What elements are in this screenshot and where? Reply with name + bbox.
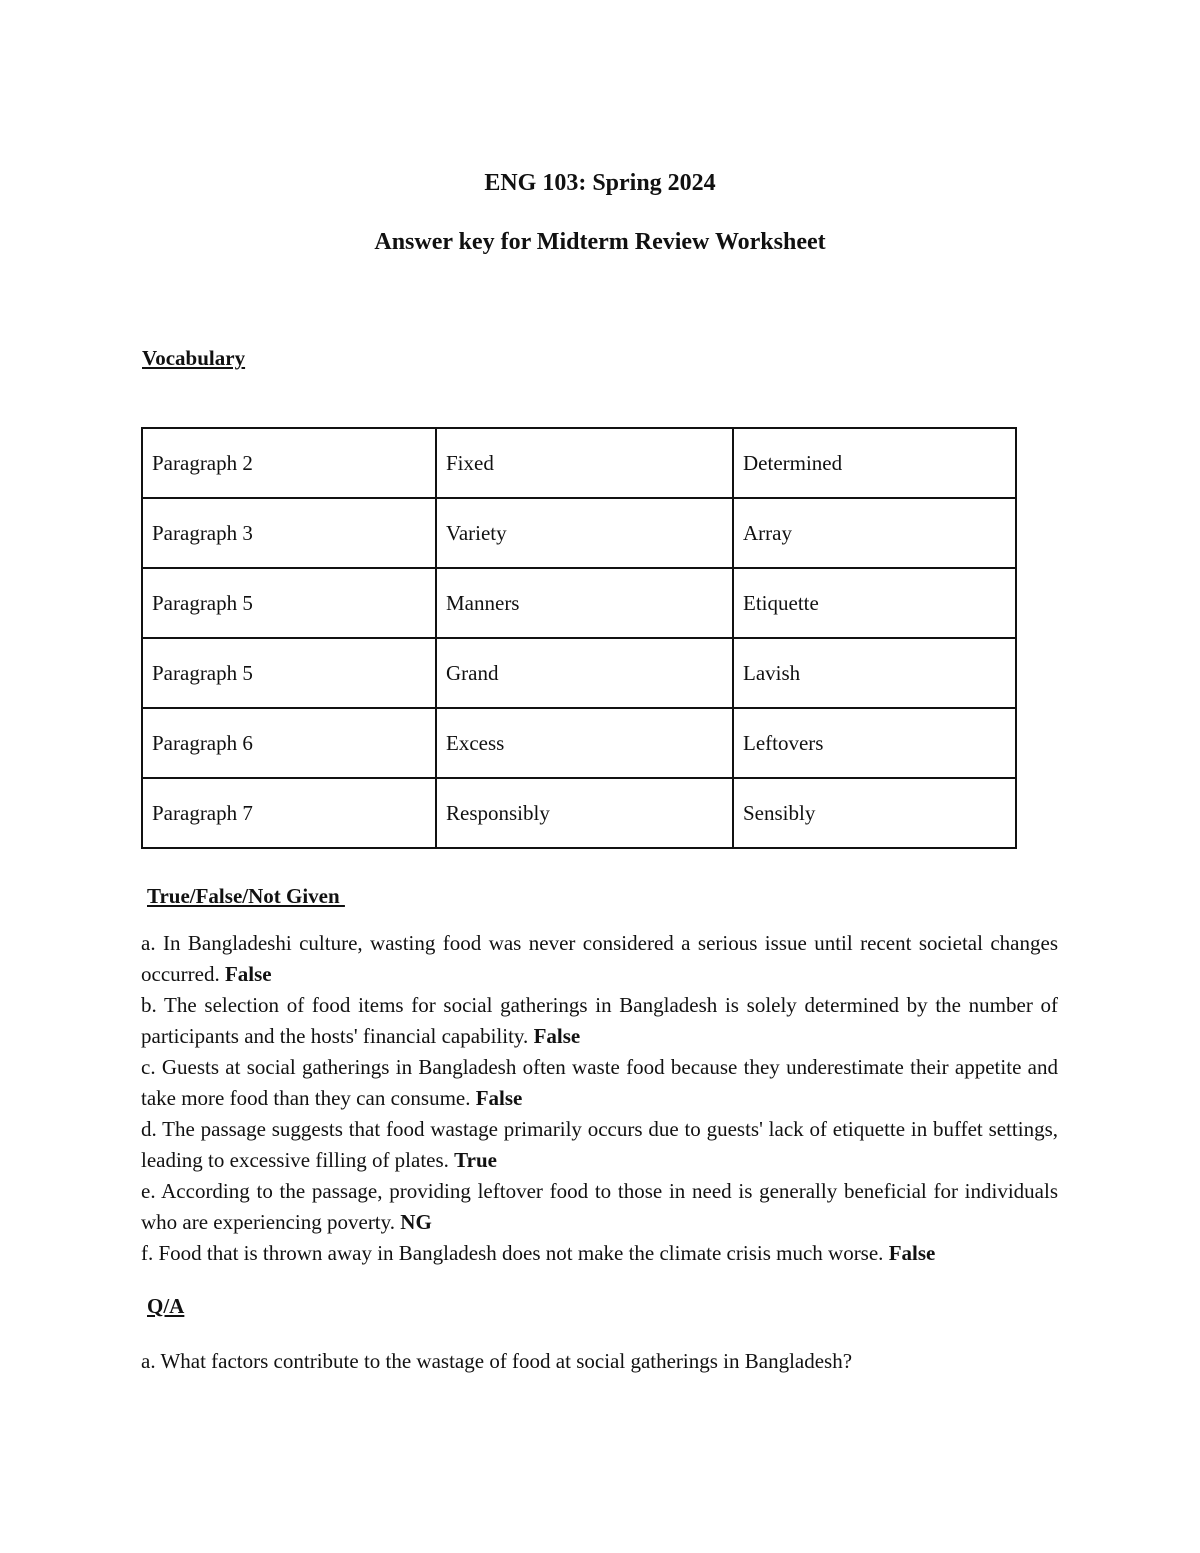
synonym-cell: Determined: [733, 428, 1016, 498]
statement-text: d. The passage suggests that food wastage primarily occurs due to guests' lack of etiquette in buffet settings, leading to excessive filling of plates.: [141, 1117, 1058, 1172]
paragraph-cell: Paragraph 7: [142, 778, 436, 848]
qa-heading: Q/A: [147, 1294, 185, 1318]
list-item: [141, 1114, 1058, 1176]
paragraph-cell: Paragraph 2: [142, 428, 436, 498]
list-item: [141, 1052, 1058, 1114]
list-item: [141, 1238, 1058, 1269]
answer-label: False: [888, 1241, 936, 1265]
document-subtitle: Answer key for Midterm Review Worksheet: [374, 229, 826, 255]
synonym-cell: Sensibly: [733, 778, 1016, 848]
word-cell: Responsibly: [436, 778, 733, 848]
statement-text: e. According to the passage, providing leftover food to those in need is generally beneficial for individuals who are experiencing poverty.: [141, 1179, 1058, 1234]
answer-label: False: [533, 1024, 581, 1048]
table-row: [142, 638, 1016, 708]
statement-text: c. Guests at social gatherings in Bangladesh often waste food because they underestimate their appetite and take more food than they can consume.: [141, 1055, 1058, 1110]
word-cell: Grand: [436, 638, 733, 708]
table-row: [142, 498, 1016, 568]
paragraph-cell: Paragraph 6: [142, 708, 436, 778]
synonym-cell: Lavish: [733, 638, 1016, 708]
list-item: [141, 1176, 1058, 1238]
statement-text: a. In Bangladeshi culture, wasting food was never considered a serious issue until recent societal changes occurred.: [141, 931, 1058, 986]
statement-text: f. Food that is thrown away in Bangladesh does not make the climate crisis much worse.: [141, 1241, 884, 1265]
list-item: [141, 928, 1058, 990]
qa-list: [141, 1346, 1058, 1377]
paragraph-cell: Paragraph 5: [142, 638, 436, 708]
word-cell: Variety: [436, 498, 733, 568]
question-item: a. What factors contribute to the wastage of food at social gatherings in Bangladesh?: [141, 1349, 853, 1373]
list-item: [141, 990, 1058, 1052]
true-false-heading: True/False/Not Given: [147, 884, 345, 908]
answer-label: False: [224, 962, 272, 986]
answer-label: False: [475, 1086, 523, 1110]
document-title: ENG 103: Spring 2024: [484, 170, 716, 196]
synonym-cell: Etiquette: [733, 568, 1016, 638]
word-cell: Excess: [436, 708, 733, 778]
vocabulary-table: [141, 427, 1017, 849]
table-row: [142, 778, 1016, 848]
true-false-list: [141, 928, 1058, 1269]
table-row: [142, 708, 1016, 778]
word-cell: Manners: [436, 568, 733, 638]
vocabulary-heading: Vocabulary: [142, 346, 246, 370]
word-cell: Fixed: [436, 428, 733, 498]
paragraph-cell: Paragraph 5: [142, 568, 436, 638]
statement-text: b. The selection of food items for social gatherings in Bangladesh is solely determined by the number of participants and the hosts' financial capability.: [141, 993, 1058, 1048]
answer-label: NG: [400, 1210, 432, 1234]
synonym-cell: Leftovers: [733, 708, 1016, 778]
answer-label: True: [454, 1148, 497, 1172]
synonym-cell: Array: [733, 498, 1016, 568]
table-row: [142, 568, 1016, 638]
paragraph-cell: Paragraph 3: [142, 498, 436, 568]
table-row: [142, 428, 1016, 498]
